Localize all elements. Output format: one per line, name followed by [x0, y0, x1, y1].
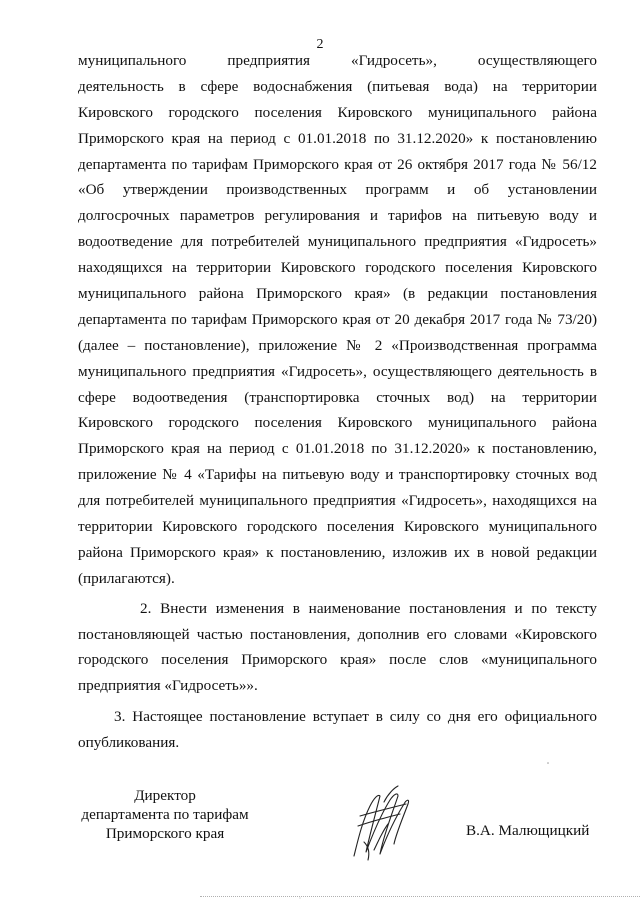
- paragraph-1-line: Кировского городского поселения Кировского муниципального района: [78, 103, 597, 121]
- paragraph-3-line: 3. Настоящее постановление вступает в силу со дня его официального: [114, 708, 597, 726]
- document-body: [78, 48, 597, 756]
- paragraph-1-line: (далее – постановление), приложение № 2 «Производственная программа: [78, 336, 597, 354]
- paragraph-1-line: приложение № 4 «Тарифы на питьевую воду и транспортировку сточных вод: [78, 466, 597, 484]
- paragraph-2-line: постановляющей частью постановления, дополнив его словами «Кировского: [78, 625, 597, 643]
- paragraph-1: [78, 48, 597, 592]
- paragraph-1-line: Приморского края на период с 01.01.2018 по 31.12.2020» к постановлению: [78, 129, 597, 147]
- paragraph-1-line: района Приморского края» к постановлению, изложив их в новой редакции: [78, 543, 597, 561]
- paragraph-1-line: Приморского края на период с 01.01.2018 по 31.12.2020» к постановлению,: [78, 440, 597, 458]
- page-bottom-rule: [200, 896, 640, 897]
- signature-block: [0, 782, 640, 862]
- signatory-position-line: департамента по тарифам: [81, 806, 249, 823]
- paragraph-1-line: (прилагаются).: [78, 569, 175, 587]
- paragraph-1-line: «Об утверждении производственных программ и об установлении: [78, 181, 597, 199]
- signatory-position-line: Директор: [134, 787, 196, 804]
- paragraph-1-line: департамента по тарифам Приморского края от 20 декабря 2017 года № 73/20): [78, 310, 597, 328]
- paragraph-1-line: долгосрочных параметров регулирования и тарифов на питьевую воду и: [78, 207, 597, 225]
- paragraph-2-line: предприятия «Гидросеть»».: [78, 677, 258, 695]
- paragraph-1-line: Кировского городского поселения Кировского муниципального района: [78, 414, 597, 432]
- paragraph-1-line: муниципального предприятия «Гидросеть», осуществляющего: [78, 52, 597, 69]
- paragraph-1-line: для потребителей муниципального предприятия «Гидросеть», находящихся на: [78, 492, 597, 510]
- paragraph-1-line: муниципального района Приморского края» (в редакции постановления: [78, 285, 597, 303]
- page-number: 2: [316, 37, 324, 52]
- paragraph-1-line: территории Кировского городского поселения Кировского муниципального: [78, 518, 597, 536]
- signatory-name: В.А. Малющицкий: [466, 822, 590, 839]
- paragraph-3: [78, 704, 597, 756]
- handwritten-signature: [340, 782, 420, 864]
- paragraph-2: [78, 596, 597, 700]
- signatory-position-line: Приморского края: [105, 825, 225, 842]
- paragraph-1-line: деятельность в сфере водоснабжения (питьевая вода) на территории: [78, 77, 597, 95]
- paragraph-1-line: сфере водоотведения (транспортировка сточных вод) на территории: [78, 388, 597, 406]
- paragraph-2-line: 2. Внести изменения в наименование постановления и по тексту: [140, 599, 597, 617]
- paragraph-1-line: находящихся на территории Кировского городского поселения Кировского: [78, 259, 597, 277]
- paragraph-3-line: опубликования.: [78, 734, 180, 752]
- paragraph-1-line: департамента по тарифам Приморского края от 26 октября 2017 года № 56/12: [78, 155, 597, 173]
- signatory-position: [60, 786, 270, 843]
- paragraph-2-line: городского поселения Приморского края» после слов «муниципального: [78, 651, 597, 669]
- paragraph-1-line: водоотведение для потребителей муниципального предприятия «Гидросеть»: [78, 233, 597, 251]
- paragraph-1-line: муниципального предприятия «Гидросеть», осуществляющего деятельность в: [78, 362, 597, 380]
